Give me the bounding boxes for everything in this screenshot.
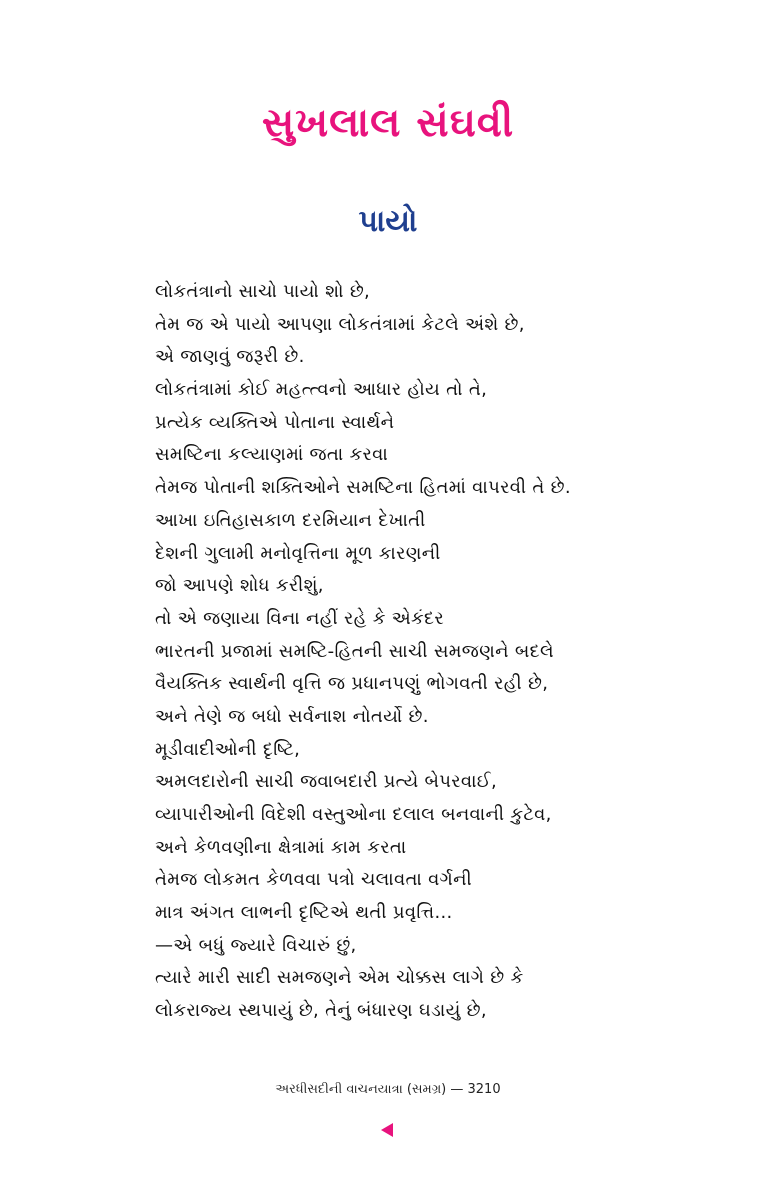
poem-line: જો આપણે શોધ કરીશું, [155,575,324,597]
poem-line: લોકરાજ્ય સ્થપાયું છે, તેનું બંધારણ ઘડાયું છે, [155,1000,487,1022]
poem-line: અને કેળવણીના ક્ષેત્રામાં કામ કરતા [155,836,407,858]
poem-line: મૂડીવાદીઓની દૃષ્ટિ, [155,738,301,760]
poem-line: લોકતંત્રાનો સાચો પાયો શો છે, [155,281,371,302]
poem-title: પાયો [358,204,418,239]
poem-line: પ્રત્યેક વ્યક્તિએ પોતાના સ્વાર્થને [155,411,395,433]
poem-line: વૈયક્તિક સ્વાર્થની વૃત્તિ જ પ્રધાનપણું ભોગવતી રહી છે, [155,673,549,695]
poem-line: તો એ જણાયા વિના નહીં રહે કે એકંદર [155,607,444,629]
poem-line: ભારતની પ્રજામાં સમષ્ટિ-હિતની સાચી સમજણને બદલે [155,640,554,662]
poem-line: તેમજ લોકમત કેળવવા પત્રો ચલાવતા વર્ગની [155,869,472,891]
poem-line: દેશની ગુલામી મનોવૃત્તિના મૂળ કારણની [155,542,441,564]
poem-line: એ જાણવું જરૂરી છે. [155,346,305,368]
poem-line: તેમ જ એ પાયો આપણા લોકતંત્રામાં કેટલે અંશે છે, [155,313,525,335]
author-name: સુખલાલ સંઘવી [261,100,515,146]
poem-line: તેમજ પોતાની શક્તિઓને સમષ્ટિના હિતમાં વાપરવી તે છે. [155,477,571,499]
poem-line: અને તેણે જ બધો સર્વનાશ નોતર્યો છે. [155,705,429,727]
page-footer: અરધીસદીની વાચનયાત્રા (સમગ્ર) — 3210 [275,1082,501,1097]
poem-line: અમલદારોની સાચી જવાબદારી પ્રત્યે બેપરવાઈ, [155,771,498,793]
poem-line: વ્યાપારીઓની વિદેશી વસ્તુઓના દલાલ બનવાની કુટેવ, [155,804,552,825]
poem-line: આખા ઇતિહાસકાળ દરમિયાન દેખાતી [155,509,426,531]
poem-line: લોકતંત્રામાં કોઈ મહત્ત્વનો આધાર હોય તો તે, [155,379,488,401]
previous-page-icon[interactable] [381,1123,393,1137]
poem-line: સમષ્ટિના કલ્યાણમાં જતા કરવા [155,444,389,466]
poem-line: માત્ર અંગત લાભની દૃષ્ટિએ થતી પ્રવૃત્તિ... [155,902,453,924]
poem-line: ત્યારે મારી સાદી સમજણને એમ ચોક્કસ લાગે છે કે [155,967,524,989]
poem-body [155,276,755,1028]
poem-line: —એ બધું જ્યારે વિચારું છું, [155,934,357,956]
